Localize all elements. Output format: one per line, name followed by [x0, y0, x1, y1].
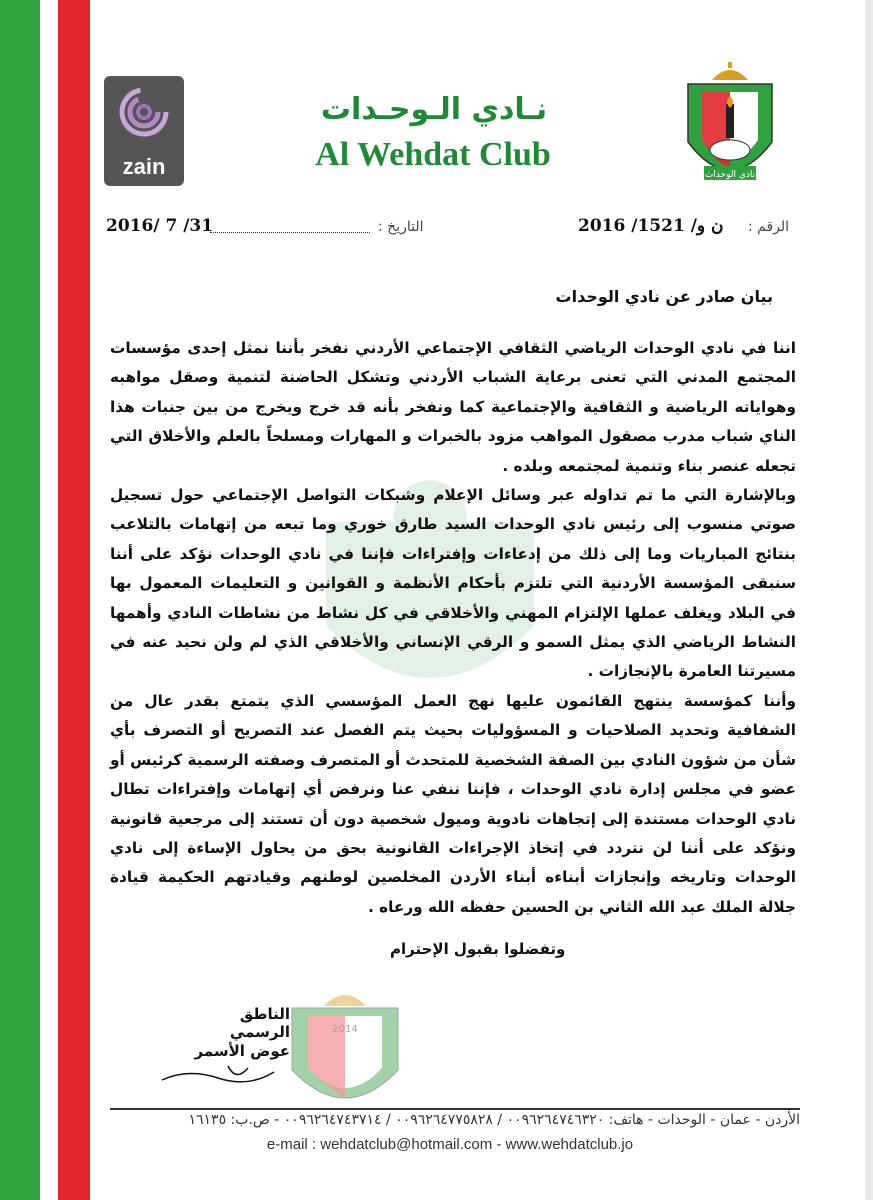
- reference-row: [100, 216, 790, 244]
- page-edge: [865, 0, 873, 1200]
- date-label: التاريخ :: [378, 219, 424, 235]
- handwritten-signature: [158, 1058, 278, 1088]
- zain-swirl-icon: [118, 86, 170, 138]
- reference-number-label: الرقم :: [748, 219, 790, 235]
- paragraph-1: اننا في نادي الوحدات الرياضي الثقافي الإجتماعي الأردني نفخر بأننا نمثل إحدى مؤسسات المجتمع المدني التي تعنى برعاية الشباب الأردني وتشكل الحاضنة لتنمية وصقل مواهبه وهواياته الرياضية و الثقافية والإجتماعية كما ونفخر بأنه قد خرج ويخرج من بين جنبات هذا الناي شباب مدرب مصقول المواهب مزود بالخبرات و المهارات ومسلحاً بالعلم والأخلاق التي تجعله عنصر بناء وتنمية لمجتمعه وبلده .: [110, 339, 796, 475]
- paragraph-3: وأننا كمؤسسة ينتهج القائمون عليها نهج العمل المؤسسي الذي يتمتع بقدر عال من الشفافية وتحديد الصلاحيات و المسؤوليات بحيث يتم الفصل عند التصريح أو التصرف بأي شأن من شؤون النادي بين الصفة الشخصية للمتحدث أو المتصرف وصفته الرسمية كرئيس أو عضو في مجلس إدارة نادي الوحدات ، فإننا ننفي عنا ونرفض أي إتهامات وإفتراءات تطال نادي الوحدات مستندة إلى إتجاهات نادوية وميول شخصية دون أن تستند إلى مرجعية قانونية ونؤكد على أننا لن نتردد في إتخاذ الإجراءات القانونية بحق من يحاول الإساءة إلى نادي الوحدات وتاريخه وإنجازات أبناءه أبناء الأردن المخلصين لوطنهم وقيادتهم الحكيمة قيادة جلالة الملك عبد الله الثاني بن الحسين حفظه الله ورعاه .: [110, 691, 796, 916]
- paragraph-2: وبالإشارة التي ما تم تداوله عبر وسائل الإعلام وشبكات التواصل الإجتماعي حول تسجيل صوتي منسوب إلى رئيس نادي الوحدات السيد طارق خوري وما تبعه من إتهامات بالتلاعب بنتائج المباريات وما إلى ذلك من إدعاءات وإفتراءات فإننا في نادي الوحدات نؤكد على أننا سنبقى المؤسسة الأردنية التي تلتزم بأحكام الأنظمة و القوانين و التعليمات المعمول بها في البلاد ويغلف عملها الإلتزام المهني والأخلاقي في كل نشاط من نشاطات النادي وأهمها النشاط الرياضي الذي يمثل السمو و الرقي الإنساني والأخلاقي الذي لم ولن نحيد عنه في مسيرتنا العامرة بالإنجازات .: [110, 486, 796, 681]
- club-name-english: Al Wehdat Club: [315, 136, 551, 173]
- zain-sponsor-logo: [104, 76, 184, 186]
- left-green-stripe: [0, 0, 40, 1200]
- club-stamp-icon: [286, 980, 404, 1120]
- signatory-title: الناطق الرسمي: [229, 1005, 290, 1041]
- left-red-stripe: [58, 0, 90, 1200]
- zain-logo-text: zain: [122, 154, 166, 179]
- left-white-stripe: [40, 0, 58, 1200]
- date-dotted-line: [210, 232, 370, 233]
- footer-contact: e-mail : wehdatclub@hotmail.com - www.wehdatclub.jo: [266, 1136, 634, 1153]
- footer-address: الأردن - عمان - الوحدات - هاتف: ٠٠٩٦٢٦٤٧٤٦٣٢٠ / ٠٠٩٦٢٦٤٧٧٥٨٢٨ / ٠٠٩٦٢٦٤٧٤٣٧١٤ - ص.ب: ١٦١٣٥: [188, 1112, 800, 1128]
- crest-caption: نادي الوحدات: [704, 170, 756, 180]
- statement-title: بيان صادر عن نادي الوحدات: [555, 287, 773, 306]
- reference-number-value: ن و/ 1521/ 2016: [578, 216, 724, 236]
- date-value: 2016/ 7 /31: [106, 216, 214, 236]
- signatory-name: عوض الأسمر: [194, 1042, 290, 1060]
- statement-body: [110, 334, 796, 922]
- club-name-arabic: نـادي الـوحـدات: [320, 92, 548, 127]
- stamp-year: 2014: [332, 1024, 358, 1035]
- club-crest-icon: [682, 62, 778, 194]
- footer-divider: [110, 1108, 800, 1110]
- closing-line: وتفضلوا بقبول الإحترام: [390, 940, 566, 958]
